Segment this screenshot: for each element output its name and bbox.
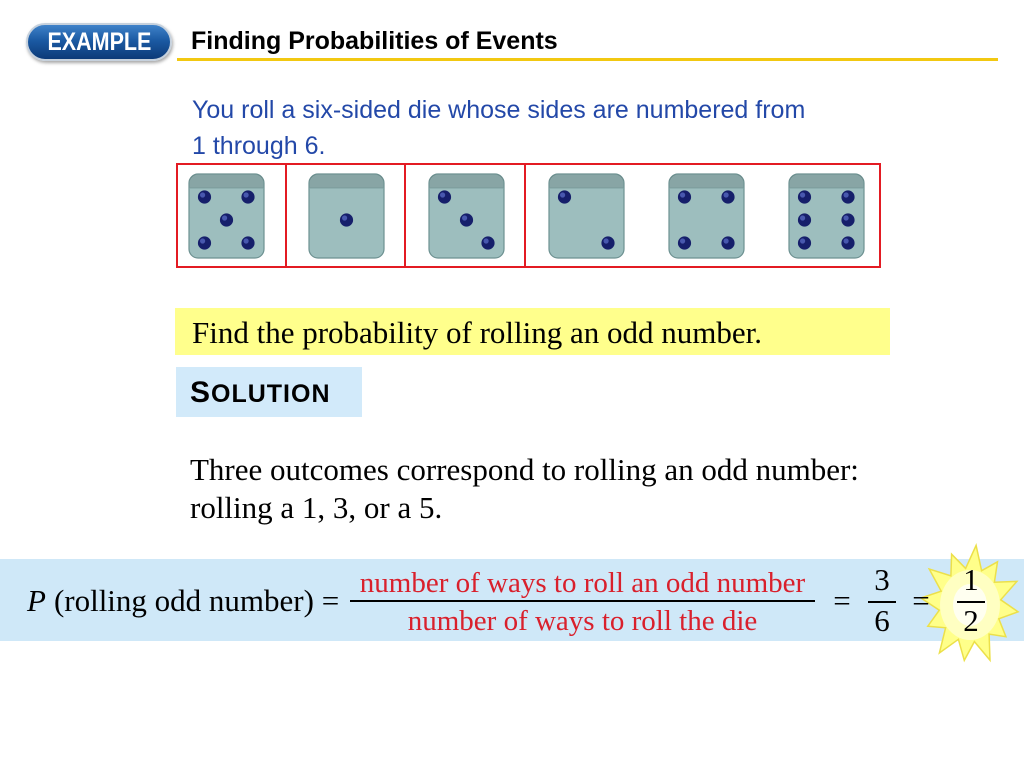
- die-pip-shine: [222, 215, 227, 220]
- die-pip-shine: [440, 192, 445, 197]
- die-pip: [601, 236, 614, 249]
- die-pip: [841, 236, 854, 249]
- simplified-numerator: 1: [963, 562, 979, 597]
- die-pip-shine: [604, 238, 609, 243]
- die-pip-dot: [558, 190, 571, 203]
- slide-title: Finding Probabilities of Events: [191, 27, 558, 55]
- dice-row: [178, 165, 879, 266]
- die-pip-shine: [844, 215, 849, 220]
- die-pip: [721, 190, 734, 203]
- die-pip: [558, 190, 571, 203]
- die-top-face: [190, 175, 264, 188]
- die-pip: [721, 236, 734, 249]
- example-badge: [26, 23, 172, 61]
- die: [548, 173, 625, 259]
- die-pip-shine: [200, 192, 205, 197]
- question-highlight: Find the probability of rolling an odd number.: [175, 308, 890, 355]
- simplified-denominator: 2: [963, 603, 979, 638]
- die-pip: [798, 236, 811, 249]
- die-pip: [841, 213, 854, 226]
- die-pip-shine: [724, 238, 729, 243]
- die-pip-dot: [601, 236, 614, 249]
- die-pip-dot: [340, 213, 353, 226]
- die-pip-shine: [462, 215, 467, 220]
- die-pip: [340, 213, 353, 226]
- die-pip-dot: [198, 190, 211, 203]
- die: [428, 173, 505, 259]
- die: [308, 173, 385, 259]
- die-pip-shine: [560, 192, 565, 197]
- die-pip: [198, 190, 211, 203]
- die-pip: [438, 190, 451, 203]
- die-pip-dot: [678, 236, 691, 249]
- die-pip-dot: [721, 236, 734, 249]
- die-pip: [481, 236, 494, 249]
- die: [788, 173, 865, 259]
- die-pip-shine: [342, 215, 347, 220]
- die-pip-shine: [244, 192, 249, 197]
- die-pip: [241, 236, 254, 249]
- dice-panel: [176, 163, 881, 268]
- probability-variable: P: [27, 583, 46, 618]
- die-pip-shine: [244, 238, 249, 243]
- die-top-face: [310, 175, 384, 188]
- die-pip-dot: [241, 236, 254, 249]
- fraction-bar: [350, 600, 815, 602]
- intro-line: You roll a six-sided die whose sides are numbered from: [192, 96, 806, 124]
- fraction-denominator: number of ways to roll the die: [407, 605, 758, 637]
- die: [668, 173, 745, 259]
- die-pip: [798, 190, 811, 203]
- die-pip: [460, 213, 473, 226]
- fraction-numerator: number of ways to roll an odd number: [359, 567, 806, 599]
- formula-lhs-text: (rolling odd number) =: [53, 583, 340, 618]
- die-pip-shine: [200, 238, 205, 243]
- title-underline: [177, 58, 998, 61]
- equals-sign: =: [833, 583, 851, 618]
- die-pip-dot: [841, 190, 854, 203]
- die-top-face: [550, 175, 624, 188]
- example-badge-label: EXAMPLE: [47, 27, 151, 56]
- fraction-value-denominator: 6: [874, 603, 890, 638]
- die-pip-dot: [198, 236, 211, 249]
- die-pip-dot: [241, 190, 254, 203]
- die-pip-dot: [798, 190, 811, 203]
- explanation-line: rolling a 1, 3, or a 5.: [190, 490, 443, 525]
- explanation-line: Three outcomes correspond to rolling an odd number:: [190, 452, 859, 487]
- die-pip-shine: [844, 192, 849, 197]
- die-pip: [798, 213, 811, 226]
- die-pip: [678, 236, 691, 249]
- formula-lhs: [27, 583, 339, 619]
- die-pip-dot: [678, 190, 691, 203]
- die-pip-dot: [438, 190, 451, 203]
- die-pip-dot: [481, 236, 494, 249]
- die-pip: [841, 190, 854, 203]
- die-pip-shine: [800, 238, 805, 243]
- die-pip-dot: [721, 190, 734, 203]
- die-top-face: [670, 175, 744, 188]
- die-pip-shine: [800, 215, 805, 220]
- solution-explanation: [190, 451, 859, 527]
- die-pip-shine: [724, 192, 729, 197]
- die-pip: [198, 236, 211, 249]
- fraction-value-numerator: 3: [874, 562, 890, 597]
- die-pip-dot: [841, 236, 854, 249]
- die-pip-shine: [844, 238, 849, 243]
- solution-label: SOLUTION: [176, 367, 362, 417]
- die-pip: [678, 190, 691, 203]
- die-pip-dot: [220, 213, 233, 226]
- die-pip-dot: [841, 213, 854, 226]
- die-pip-dot: [798, 236, 811, 249]
- die-pip-shine: [484, 238, 489, 243]
- die-pip-shine: [680, 192, 685, 197]
- die-pip-dot: [798, 213, 811, 226]
- die: [188, 173, 265, 259]
- die-pip-shine: [680, 238, 685, 243]
- die-top-face: [430, 175, 504, 188]
- die-pip: [241, 190, 254, 203]
- die-pip: [220, 213, 233, 226]
- equals-sign: =: [912, 583, 930, 618]
- die-pip-dot: [460, 213, 473, 226]
- intro-text: [192, 92, 805, 164]
- intro-line: 1 through 6.: [192, 132, 326, 160]
- die-pip-shine: [800, 192, 805, 197]
- die-top-face: [790, 175, 864, 188]
